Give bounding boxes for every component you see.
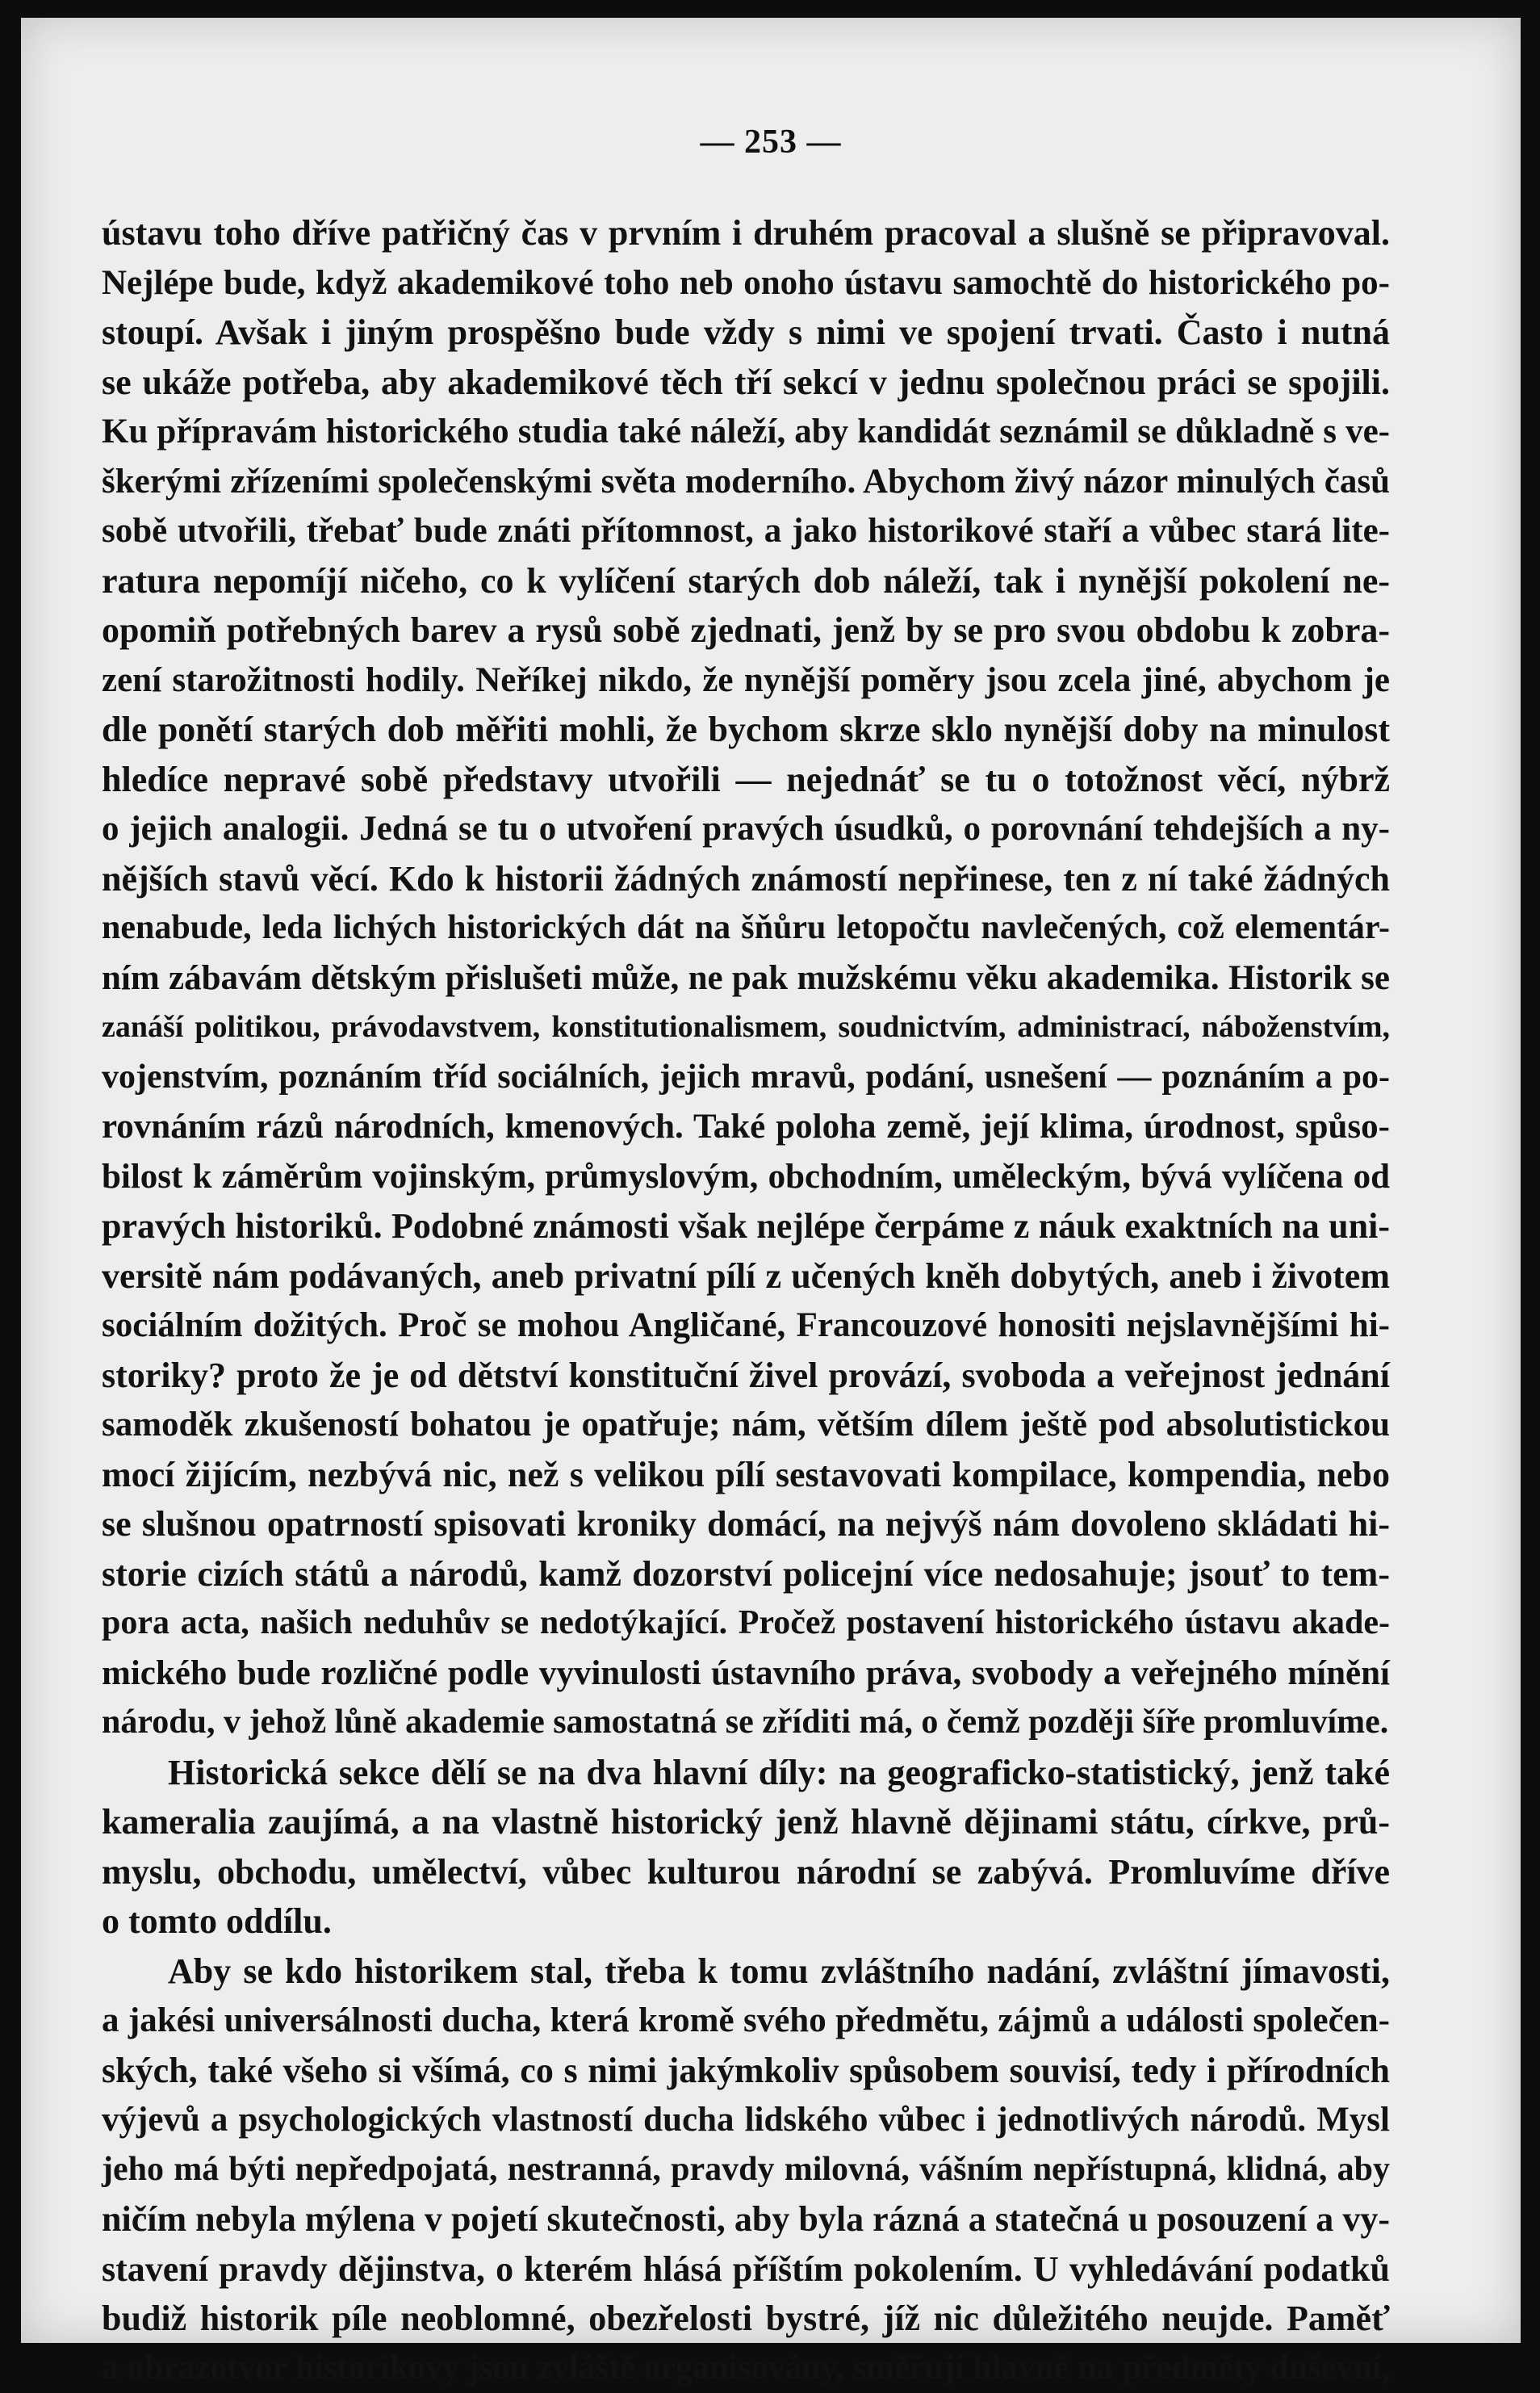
paragraph-first-line: Historická sekce dělí se na dva hlavní díly: na geograficko-statistický, jenž také — [102, 1748, 1390, 1798]
text-line: mického bude rozličné podle vyvinulosti ústavního práva, svobody a veřejného mínění — [102, 1649, 1390, 1699]
text-line: ratura nepomíjí ničeho, co k vylíčení starých dob náleží, tak i nynější pokolení ne- — [102, 556, 1390, 606]
text-line: kameralia zaujímá, a na vlastně historický jenž hlavně dějinami státu, církve, prů- — [102, 1797, 1390, 1847]
body-text — [102, 208, 1390, 2393]
text-line: samoděk zkušeností bohatou je opatřuje; nám, větším dílem ještě pod absolutistickou — [102, 1400, 1390, 1450]
text-line: a obrazotvor historikovy jsou zvláště organisovány, směřují hlavně na předměty duševní, — [102, 2344, 1390, 2393]
text-line: stoupí. Avšak i jiným prospěšno bude vždy s nimi ve spojení trvati. Často i nutná — [102, 308, 1390, 358]
text-line: Ku přípravám historického studia také náleží, aby kandidát seznámil se důkladně s ve- — [102, 407, 1390, 457]
text-line: nenabude, leda lichých historických dát na šňůru letopočtu navlečených, což elementár- — [102, 903, 1390, 953]
text-line: budiž historik píle neoblomné, obezřelosti bystré, jíž nic důležitého neujde. Paměť — [102, 2294, 1390, 2344]
text-line: bilost k záměrům vojinským, průmyslovým, obchodním, uměleckým, bývá vylíčena od — [102, 1152, 1390, 1202]
text-line: pravých historiků. Podobné známosti však nejlépe čerpáme z náuk exaktních na uni- — [102, 1201, 1390, 1251]
text-line: národu, v jehož lůně akademie samostatná se zříditi má, o čemž později šíře promluvíme. — [102, 1698, 1390, 1748]
text-line: versitě nám podávaných, aneb privatní pílí z učených kněh dobytých, aneb i životem — [102, 1251, 1390, 1301]
text-line: ničím nebyla mýlena v pojetí skutečnosti, aby byla rázná a statečná u posouzení a vy- — [102, 2194, 1390, 2244]
text-line: ústavu toho dříve patřičný čas v prvním i druhém pracoval a slušně se připravoval. — [102, 208, 1390, 258]
text-line: Nejlépe bude, když akademikové toho neb onoho ústavu samochtě do historického po- — [102, 258, 1390, 308]
text-line: hledíce nepravé sobě představy utvořili — nejednáť se tu o totožnost věcí, nýbrž — [102, 755, 1390, 805]
text-line: pora acta, našich neduhův se nedotýkající. Pročež postavení historického ústavu akade- — [102, 1599, 1390, 1649]
text-line: zení starožitnosti hodily. Neříkej nikdo, že nynější poměry jsou zcela jiné, abychom je — [102, 656, 1390, 706]
text-line: dle ponětí starých dob měřiti mohli, že bychom skrze sklo nynější doby na minulost — [102, 705, 1390, 755]
text-line: škerými zřízeními společenskými světa moderního. Abychom živý názor minulých časů — [102, 457, 1390, 507]
text-line: opomiň potřebných barev a rysů sobě zjednati, jenž by se pro svou obdobu k zobra- — [102, 606, 1390, 656]
text-line: myslu, obchodu, umělectví, vůbec kulturou národní se zabývá. Promluvíme dříve — [102, 1847, 1390, 1897]
text-line: výjevů a psychologických vlastností ducha lidského vůbec i jednotlivých národů. Mysl — [102, 2095, 1390, 2145]
page-number: — 253 — — [21, 123, 1521, 161]
text-line: vojenstvím, poznáním tříd sociálních, jejich mravů, podání, usnešení — poznáním a po- — [102, 1053, 1390, 1103]
text-line: nějších stavů věcí. Kdo k historii žádných známostí nepřinese, ten z ní také žádných — [102, 854, 1390, 904]
text-line: o tomto oddílu. — [102, 1896, 1390, 1947]
text-line: sobě utvořili, třebať bude znáti přítomnost, a jako historikové staří a vůbec stará lite- — [102, 506, 1390, 556]
text-line: storie cizích států a národů, kamž dozorství policejní více nedosahuje; jsouť to tem- — [102, 1549, 1390, 1599]
text-line: a jakési universálnosti ducha, která kromě svého předmětu, zájmů a události společen- — [102, 1996, 1390, 2046]
text-line: o jejich analogii. Jedná se tu o utvoření pravých úsudků, o porovnání tehdejších a ny- — [102, 804, 1390, 854]
text-line: mocí žijícím, nezbývá nic, než s velikou pílí sestavovati kompilace, kompendia, nebo — [102, 1450, 1390, 1500]
text-line: storiky? proto že je od dětství konstituční živel provází, svoboda a veřejnost jednání — [102, 1351, 1390, 1401]
text-line: rovnáním rázů národních, kmenových. Také poloha země, její klima, úrodnost, spůso- — [102, 1102, 1390, 1152]
text-line: ním zábavám dětským přislušeti může, ne pak mužskému věku akademika. Historik se — [102, 953, 1390, 1004]
text-line: ských, také všeho si všímá, co s nimi jakýmkoliv spůsobem souvisí, tedy i přírodních — [102, 2046, 1390, 2096]
book-page — [21, 18, 1521, 2343]
text-line: se ukáže potřeba, aby akademikové těch tří sekcí v jednu společnou práci se spojili. — [102, 358, 1390, 408]
text-line: jeho má býti nepředpojatá, nestranná, pravdy milovná, vášním nepřístupná, klidná, aby — [102, 2145, 1390, 2195]
paragraph-first-line: Aby se kdo historikem stal, třeba k tomu zvláštního nadání, zvláštní jímavosti, — [102, 1947, 1390, 1997]
text-line: se slušnou opatrností spisovati kroniky domácí, na nejvýš nám dovoleno skládati hi- — [102, 1499, 1390, 1549]
text-line: zanáší politikou, právodavstvem, konstitutionalismem, soudnictvím, administrací, náboženstvím, — [102, 1003, 1390, 1053]
text-line: sociálním dožitých. Proč se mohou Angličané, Francouzové honositi nejslavnějšími hi- — [102, 1301, 1390, 1351]
text-line: stavení pravdy dějinstva, o kterém hlásá příštím pokolením. U vyhledávání podatků — [102, 2244, 1390, 2295]
